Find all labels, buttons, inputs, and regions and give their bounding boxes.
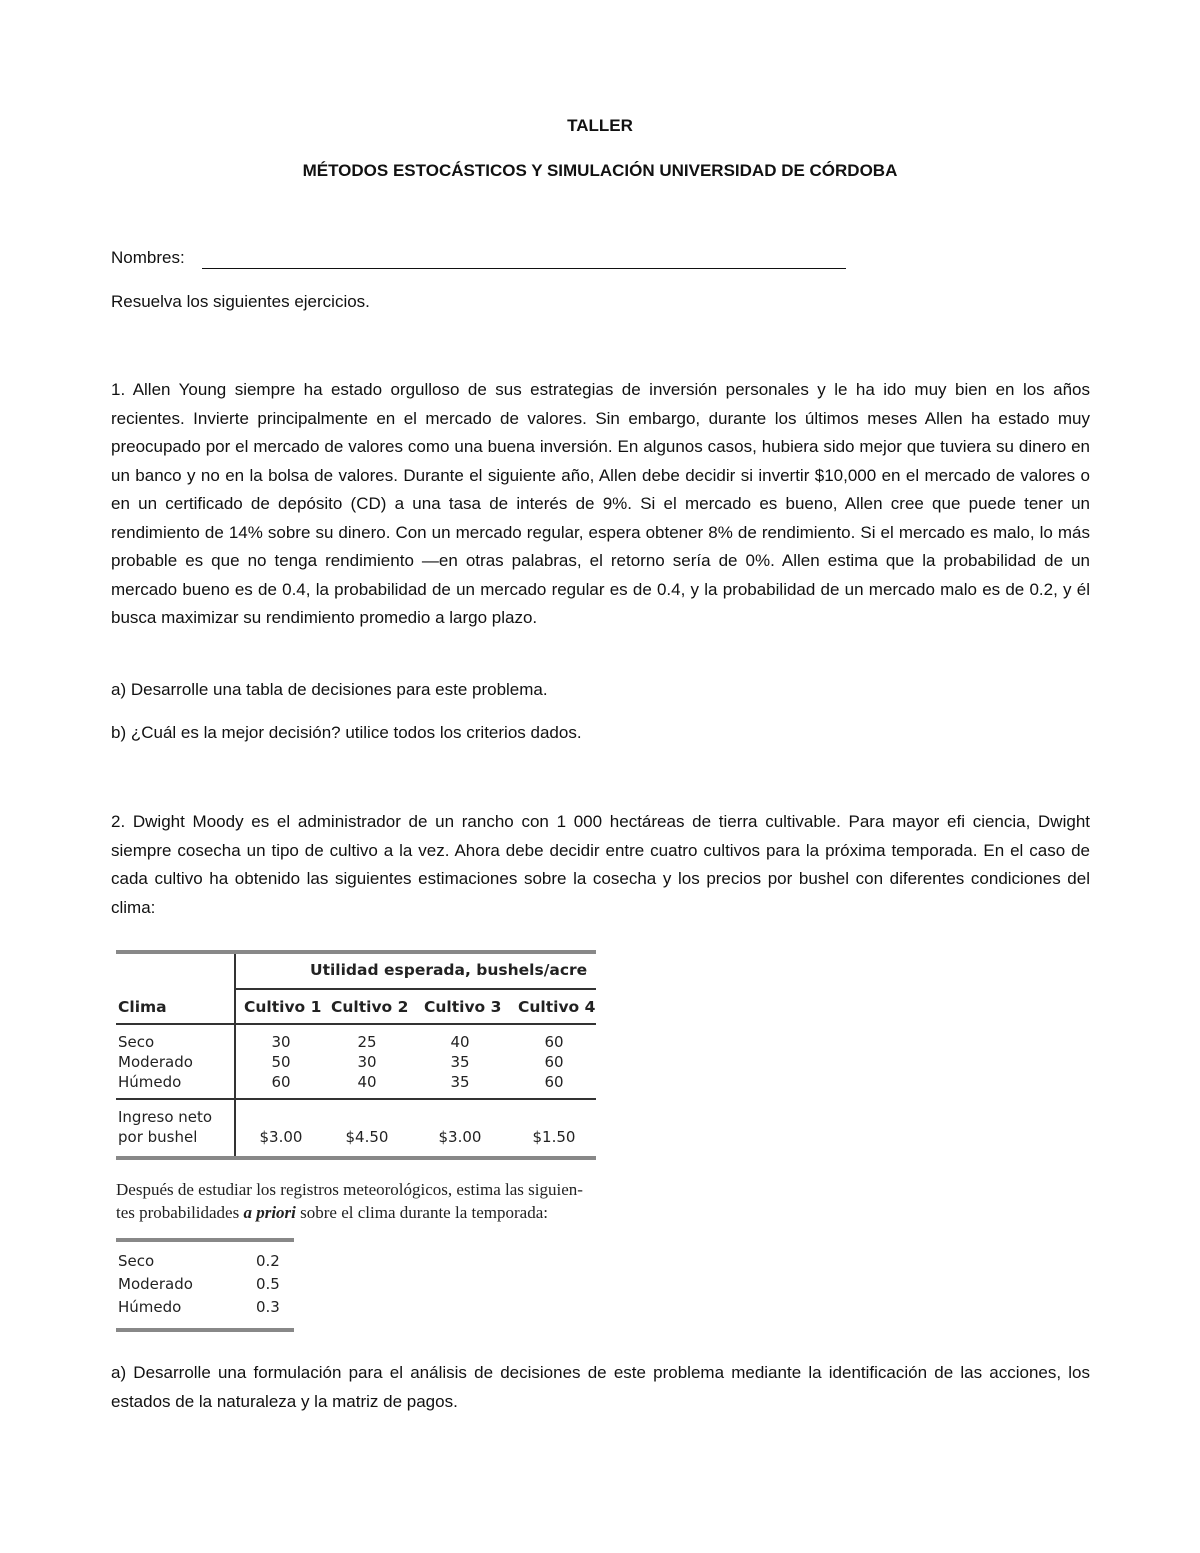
row-label-humedo: Húmedo [118,1073,182,1091]
group-header: Utilidad esperada, bushels/acre [310,961,588,979]
row-header-clima: Clima [118,998,167,1016]
income-c4: $1.50 [532,1128,576,1146]
caption-line-1: Después de estudiar los registros meteorológicos, estima las siguien- [116,1180,583,1199]
cell-moderado-c1: 50 [271,1053,291,1071]
cell-moderado-c2: 30 [357,1053,377,1071]
prob-value-moderado: 0.5 [256,1275,280,1293]
group-header-rule [236,988,596,990]
nombres-label: Nombres: [111,248,185,267]
col-header-cultivo-3: Cultivo 3 [424,998,502,1016]
income-label-line-1: Ingreso neto [118,1108,213,1126]
problem-1-part-a: a) Desarrolle una tabla de decisiones para este problema. [111,680,548,699]
cell-humedo-c2: 40 [357,1073,377,1091]
crop-yield-table [116,950,596,1160]
prob-label-seco: Seco [118,1252,155,1270]
caption-line-2-end: sobre el clima durante la temporada: [295,1203,548,1222]
problem-1-text: 1. Allen Young siempre ha estado orgulloso de sus estrategias de inversión personales y le ha ido muy bien en los años recientes. Invierte principalmente en el mercado de valores. Sin embargo, durante los últimos meses Allen ha estado muy preocupado por el mercado de valores como una buena inversión. En algunos casos, hubiera sido mejor que tuviera su dinero en un banco y no en la bolsa de valores. Durante el siguiente año, Allen debe decidir si invertir $10,000 en el mercado de valores o en un certificado de depósito (CD) a una tasa de interés de 9%. Si el mercado es bueno, Allen cree que puede tener un rendimiento de 14% sobre su dinero. Con un mercado regular, espera obtener 8% de rendimiento. Si el mercado es malo, lo más probable es que no tenga rendimiento —en otras palabras, el retorno sería de 0%. Allen estima que la probabilidad de un mercado bueno es de 0.4, la probabilidad de un mercado regular es de 0.4, y la probabilidad de un mercado malo es de 0.2, y él busca maximizar su rendimiento promedio a largo plazo. [111,380,1090,627]
prob-table-bottom-rule [116,1328,294,1332]
income-c3: $3.00 [438,1128,482,1146]
col-header-cultivo-1: Cultivo 1 [244,998,322,1016]
prob-label-moderado: Moderado [118,1275,193,1293]
document-subtitle: MÉTODOS ESTOCÁSTICOS Y SIMULACIÓN UNIVERSIDAD DE CÓRDOBA [302,161,898,180]
problem-2-text: 2. Dwight Moody es el administrador de un rancho con 1 000 hectáreas de tierra cultivable. Para mayor efi ciencia, Dwight siempre cosecha un tipo de cultivo a la vez. Ahora debe decidir entre cuatro cultivos para la próxima temporada. En el caso de cada cultivo ha obtenido las siguientes estimaciones sobre la cosecha y los precios por bushel con diferentes condiciones del clima: [111,812,1090,917]
instructions: Resuelva los siguientes ejercicios. [111,292,370,311]
cell-seco-c3: 40 [450,1033,470,1051]
problem-1-part-b: b) ¿Cuál es la mejor decisión? utilice todos los criterios dados. [111,723,582,742]
cell-humedo-c4: 60 [544,1073,564,1091]
row-label-moderado: Moderado [118,1053,193,1071]
table-top-rule [116,950,596,954]
document-title: TALLER [567,116,633,135]
income-c2: $4.50 [345,1128,389,1146]
col-header-cultivo-2: Cultivo 2 [331,998,409,1016]
prob-value-seco: 0.2 [256,1252,280,1270]
income-c1: $3.00 [259,1128,303,1146]
cell-humedo-c1: 60 [271,1073,291,1091]
table-bottom-rule [116,1156,596,1160]
probability-caption [116,1178,600,1224]
row-label-seco: Seco [118,1033,155,1051]
nombres-field-line[interactable] [202,268,846,269]
cell-seco-c4: 60 [544,1033,564,1051]
prob-label-humedo: Húmedo [118,1298,182,1316]
cell-humedo-c3: 35 [450,1073,470,1091]
caption-a-priori: a priori [243,1203,296,1222]
col-header-cultivo-4: Cultivo 4 [518,998,596,1016]
header-rule [116,1023,596,1025]
income-rule [116,1098,596,1100]
table-vertical-rule [234,954,236,1156]
income-label-line-2: por bushel [118,1128,198,1146]
problem-2-part-a: a) Desarrolle una formulación para el análisis de decisiones de este problema mediante la identificación de las acciones, los estados de la naturaleza y la matriz de pagos. [111,1363,1090,1411]
prob-table-top-rule [116,1238,294,1242]
prob-value-humedo: 0.3 [256,1298,280,1316]
cell-moderado-c4: 60 [544,1053,564,1071]
cell-moderado-c3: 35 [450,1053,470,1071]
caption-line-2-start: tes probabilidades [116,1203,244,1222]
cell-seco-c1: 30 [271,1033,291,1051]
weather-probability-table [116,1238,294,1334]
cell-seco-c2: 25 [357,1033,377,1051]
